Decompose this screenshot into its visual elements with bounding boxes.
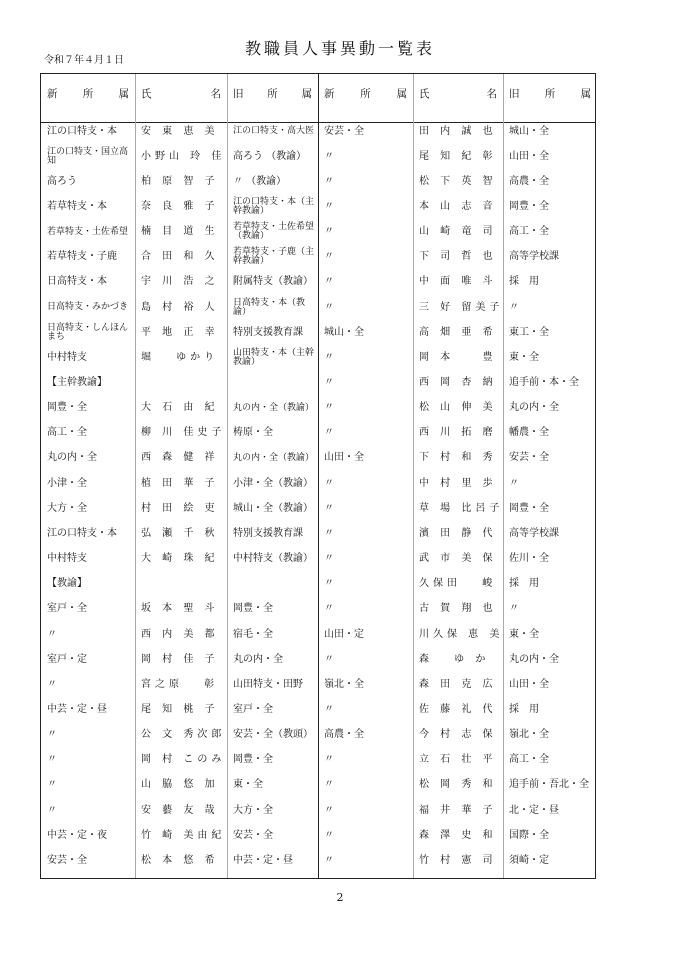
table-row: [41, 371, 595, 396]
new-post-left: 【教諭】: [47, 578, 87, 590]
old-post-left: 附属特支（教諭）: [233, 276, 313, 288]
old-post-right: 城山・全: [509, 125, 549, 137]
name-right: 森 ゆ か: [419, 653, 490, 665]
personnel-table: [40, 73, 596, 879]
old-post-right: 高等学校課: [509, 251, 559, 263]
header-new-post: 新 所 属: [47, 88, 129, 100]
name-left: [135, 572, 227, 597]
new-post-right: 〃: [324, 653, 334, 665]
new-post-right: 〃: [324, 754, 334, 766]
new-post-right: 嶺北・全: [324, 678, 364, 690]
new-post-left: 〃: [47, 678, 57, 690]
name-left: 竹 崎 美由紀: [141, 829, 226, 841]
old-post-right: 〃: [509, 477, 519, 489]
old-post-left: 江の口特支・本（主幹教諭）: [233, 196, 315, 216]
old-post-right: 山田・全: [509, 678, 549, 690]
name-left: 堀 ゆかり: [141, 351, 219, 363]
name-right: 武 市 美 保: [419, 553, 497, 565]
new-post-right: 〃: [324, 377, 334, 388]
table-row: [41, 245, 595, 270]
new-post-left: 〃: [47, 729, 57, 741]
table-row: [41, 672, 595, 697]
old-post-left: 中芸・定・昼: [233, 854, 293, 866]
old-post-left: 小津・全（教諭）: [233, 477, 313, 489]
old-post-right: 丸の内・全: [509, 653, 559, 665]
old-post-left: 岡豊・全: [233, 603, 273, 615]
issue-date: 令和７年４月１日: [44, 55, 124, 66]
table-row: [41, 647, 595, 672]
name-right: 本 山 志 音: [419, 200, 497, 212]
new-post-right: 〃: [324, 427, 334, 439]
new-post-right: 〃: [324, 276, 334, 288]
new-post-left: 室戸・定: [47, 653, 87, 665]
old-post-left: 日高特支・本（教諭）: [233, 297, 306, 317]
old-post-left: 安芸・全: [233, 829, 273, 841]
new-post-right: 〃: [324, 150, 334, 162]
old-post-right: 東工・全: [509, 326, 549, 338]
old-post-right: 岡豊・全: [509, 502, 549, 514]
name-left: 柳 川 佳史子: [141, 427, 226, 439]
table-row: [41, 194, 595, 219]
name-right: 松 下 英 智: [419, 175, 497, 187]
new-post-right: 山田・定: [324, 628, 364, 640]
table-row: [41, 848, 595, 873]
old-post-left: 江の口特支・高大医: [233, 126, 315, 136]
new-post-left: 丸の内・全: [47, 452, 97, 464]
new-post-right: 〃: [324, 703, 334, 715]
name-left: 山 脇 悠 加: [141, 779, 219, 791]
old-post-left: 特別支援教育課: [233, 326, 303, 338]
name-left: 楠 目 道 生: [141, 226, 219, 238]
new-post-left: 安芸・全: [47, 854, 87, 866]
old-post-left: 宿毛・全: [233, 628, 273, 640]
new-post-right: 〃: [324, 477, 334, 489]
new-post-right: 〃: [324, 779, 334, 791]
table-row: [41, 547, 595, 572]
new-post-left: 江の口特支・本: [47, 125, 117, 137]
old-post-left: 丸の内・全（教諭）: [233, 452, 315, 463]
old-post-right: 〃: [509, 301, 519, 313]
name-left: 村 田 絵 吏: [141, 502, 219, 514]
new-post-right: 山田・全: [324, 452, 364, 464]
name-left: 尾 知 桃 子: [141, 703, 219, 715]
name-right: 濱 田 静 代: [419, 527, 497, 539]
new-post-left: 若草特支・土佐希望: [47, 226, 129, 237]
old-post-left: 丸の内・全: [233, 653, 283, 665]
name-right: 田 内 誠 也: [419, 125, 497, 137]
table-row: [41, 798, 595, 823]
name-right: 久保田 峻: [419, 578, 497, 590]
old-post-left: 〃 （教諭）: [233, 175, 287, 187]
table-row: [41, 521, 595, 546]
name-left: 宮之原 彰: [141, 678, 219, 690]
name-right: 尾 知 紀 彰: [419, 150, 497, 162]
new-post-left: 〃: [47, 779, 57, 791]
name-right: 森 澤 史 和: [419, 829, 497, 841]
table-row: [41, 295, 595, 320]
old-post-right: 丸の内・全: [509, 402, 559, 414]
table-row: [41, 169, 595, 194]
name-right: 下 司 哲 也: [419, 251, 497, 263]
new-post-left: 中村特支: [47, 553, 87, 565]
name-left: 安 藝 友 哉: [141, 804, 219, 816]
old-post-right: 採 用: [509, 276, 539, 288]
table-row: [41, 270, 595, 295]
new-post-right: 〃: [324, 251, 334, 263]
header-old-post-right: 旧 所 属: [509, 88, 591, 100]
old-post-left: 特別支援教育課: [233, 527, 303, 539]
name-right: 西 岡 杏 納: [419, 377, 497, 388]
name-right: 下 村 和 秀: [419, 452, 497, 464]
name-left: 西 森 健 祥: [141, 452, 219, 464]
document-title: 教職員人事異動一覧表: [244, 39, 435, 58]
old-post-right: 採 用: [509, 578, 539, 590]
name-left: 平 地 正 幸: [141, 326, 219, 338]
name-right: 中 面 唯 斗: [419, 276, 497, 288]
table-row: [41, 446, 595, 471]
name-left: 奈 良 雅 子: [141, 200, 219, 212]
name-left: 柏 原 智 子: [141, 175, 219, 187]
header-old-post: 旧 所 属: [233, 88, 312, 100]
old-post-right: 高農・全: [509, 175, 549, 187]
new-post-left: 江の口特支・本: [47, 527, 117, 539]
old-post-right: 岡豊・全: [509, 200, 549, 212]
name-right: 松 岡 秀 和: [419, 779, 497, 791]
old-post-left: 安芸・全（教頭）: [233, 729, 313, 741]
name-left: 松 本 悠 希: [141, 854, 219, 866]
new-post-left: 中村特支: [47, 351, 87, 363]
table-row: [41, 597, 595, 622]
name-left: 公 文 秀次郎: [141, 729, 226, 741]
old-post-left: 若草特支・土佐希望（教諭）: [233, 222, 315, 242]
table-row: [41, 697, 595, 722]
new-post-right: 〃: [324, 175, 334, 187]
name-right: 高 畑 亜 希: [419, 326, 497, 338]
name-left: 小野山 玲 佳: [141, 150, 226, 162]
name-right: 山 崎 竜 司: [419, 226, 497, 238]
old-post-right: 嶺北・全: [509, 729, 549, 741]
old-post-left: 丸の内・全（教諭）: [233, 402, 315, 413]
table-row: [41, 773, 595, 798]
old-post-right: 安芸・全: [509, 452, 549, 464]
name-left: 大 崎 珠 紀: [141, 553, 219, 565]
new-post-right: 〃: [324, 200, 334, 212]
old-post-right: 東・全: [509, 628, 539, 640]
table-row: [41, 144, 595, 169]
new-post-left: 〃: [47, 804, 57, 816]
old-post-right: 高工・全: [509, 754, 549, 766]
new-post-right: 〃: [324, 553, 334, 565]
page-number: 2: [336, 891, 344, 904]
name-right: 古 賀 翔 也: [419, 603, 497, 615]
table-row: [41, 421, 595, 446]
name-left: 大 石 由 紀: [141, 402, 219, 414]
old-post-right: 佐川・全: [509, 553, 549, 565]
old-post-right: 須崎・定: [509, 854, 549, 866]
new-post-left: 日高特支・しんほんまち: [47, 322, 129, 342]
old-post-right: 追手前・本・全: [509, 377, 579, 388]
name-left: 坂 本 聖 斗: [141, 603, 219, 615]
new-post-left: 小津・全: [47, 477, 87, 489]
new-post-left: 若草特支・本: [47, 200, 107, 212]
header-name: 氏 名: [141, 88, 221, 100]
old-post-left: 若草特支・子鹿（主幹教諭）: [233, 247, 315, 267]
old-post-left: 大方・全: [233, 804, 273, 816]
new-post-right: 〃: [324, 603, 334, 615]
table-row: [41, 622, 595, 647]
old-post-left: [227, 371, 318, 396]
table-row: [41, 471, 595, 496]
old-post-right: 採 用: [509, 703, 539, 715]
name-left: 宇 川 浩 之: [141, 276, 219, 288]
table-row: [41, 496, 595, 521]
old-post-right: 追手前・吾北・全: [509, 779, 589, 791]
name-left: 安 東 恵 美: [141, 125, 219, 137]
new-post-left: 中芸・定・夜: [47, 829, 107, 841]
name-right: 草 場 比呂子: [419, 502, 504, 514]
new-post-right: 城山・全: [324, 326, 364, 338]
old-post-left: 山田特支・本（主幹教諭）: [233, 347, 315, 367]
new-post-right: 安芸・全: [324, 125, 364, 137]
new-post-left: 高工・全: [47, 427, 87, 439]
name-right: 松 山 伸 美: [419, 402, 497, 414]
old-post-left: [227, 572, 318, 597]
new-post-right: 〃: [324, 226, 334, 238]
name-right: 佐 藤 礼 代: [419, 703, 497, 715]
name-right: 立 石 壮 平: [419, 754, 497, 766]
table-row: [41, 723, 595, 748]
old-post-right: 高等学校課: [509, 527, 559, 539]
name-right: 今 村 志 保: [419, 729, 497, 741]
new-post-right: 〃: [324, 854, 334, 866]
new-post-left: 【主幹教諭】: [47, 377, 107, 388]
new-post-right: 〃: [324, 829, 334, 841]
new-post-right: 〃: [324, 301, 334, 313]
old-post-left: 山田特支・田野: [233, 678, 303, 690]
new-post-right: 高農・全: [324, 729, 364, 741]
new-post-right: 〃: [324, 578, 334, 590]
new-post-left: 〃: [47, 754, 57, 766]
table-row: [41, 220, 595, 245]
name-right: 西 川 拓 磨: [419, 427, 497, 439]
table-row: [41, 572, 595, 597]
name-left: 合 田 和 久: [141, 251, 219, 263]
new-post-left: 若草特支・子鹿: [47, 251, 117, 263]
new-post-left: 中芸・定・昼: [47, 703, 107, 715]
old-post-right: 幡農・全: [509, 427, 549, 439]
new-post-right: 〃: [324, 804, 334, 816]
name-right: 川久保 恵 美: [419, 628, 504, 640]
old-post-right: 国際・全: [509, 829, 549, 841]
table-row: [41, 320, 595, 345]
old-post-left: 東・全: [233, 779, 263, 791]
table-row: [41, 396, 595, 421]
old-post-right: 北・定・昼: [509, 804, 559, 816]
old-post-right: 高工・全: [509, 226, 549, 238]
table-row: [41, 748, 595, 773]
header-name-right: 氏 名: [419, 88, 497, 100]
table-row: [41, 823, 595, 848]
new-post-right: 〃: [324, 402, 334, 414]
name-left: [135, 371, 227, 396]
name-right: 三 好 留美子: [419, 301, 504, 313]
new-post-left: 江の口特支・国立高知: [47, 146, 129, 166]
new-post-left: 日高特支・みかづき: [47, 302, 129, 313]
name-left: 岡 村 佳 子: [141, 653, 219, 665]
new-post-right: 〃: [324, 527, 334, 539]
name-right: 中 村 里 歩: [419, 477, 497, 489]
new-post-left: 日高特支・本: [47, 276, 107, 288]
old-post-left: 高ろう （教諭）: [233, 150, 307, 162]
name-left: 西 内 美 都: [141, 628, 219, 640]
header-new-post-right: 新 所 属: [324, 88, 407, 100]
name-left: 植 田 華 子: [141, 477, 219, 489]
name-right: 森 田 克 広: [419, 678, 497, 690]
old-post-right: 東・全: [509, 351, 539, 363]
old-post-left: 梼原・全: [233, 427, 273, 439]
new-post-left: 岡豊・全: [47, 402, 87, 414]
name-right: 岡 本 豊: [419, 351, 497, 363]
old-post-left: 中村特支（教諭）: [233, 553, 313, 565]
old-post-left: 岡豊・全: [233, 754, 273, 766]
new-post-left: 高ろう: [47, 175, 77, 187]
new-post-right: 〃: [324, 502, 334, 514]
old-post-right: 〃: [509, 603, 519, 615]
old-post-left: 室戸・全: [233, 703, 273, 715]
name-right: 竹 村 憲 司: [419, 854, 497, 866]
old-post-right: 山田・全: [509, 150, 549, 162]
new-post-left: 〃: [47, 628, 57, 640]
name-left: 島 村 裕 人: [141, 301, 219, 313]
table-row: [41, 119, 595, 144]
name-left: 弘 瀬 千 秋: [141, 527, 219, 539]
name-left: 岡 村 このみ: [141, 754, 226, 766]
old-post-left: 城山・全（教諭）: [233, 502, 313, 514]
table-row: [41, 345, 595, 370]
name-right: 福 井 華 子: [419, 804, 497, 816]
new-post-right: 〃: [324, 351, 334, 363]
new-post-left: 室戸・全: [47, 603, 87, 615]
new-post-left: 大方・全: [47, 502, 87, 514]
